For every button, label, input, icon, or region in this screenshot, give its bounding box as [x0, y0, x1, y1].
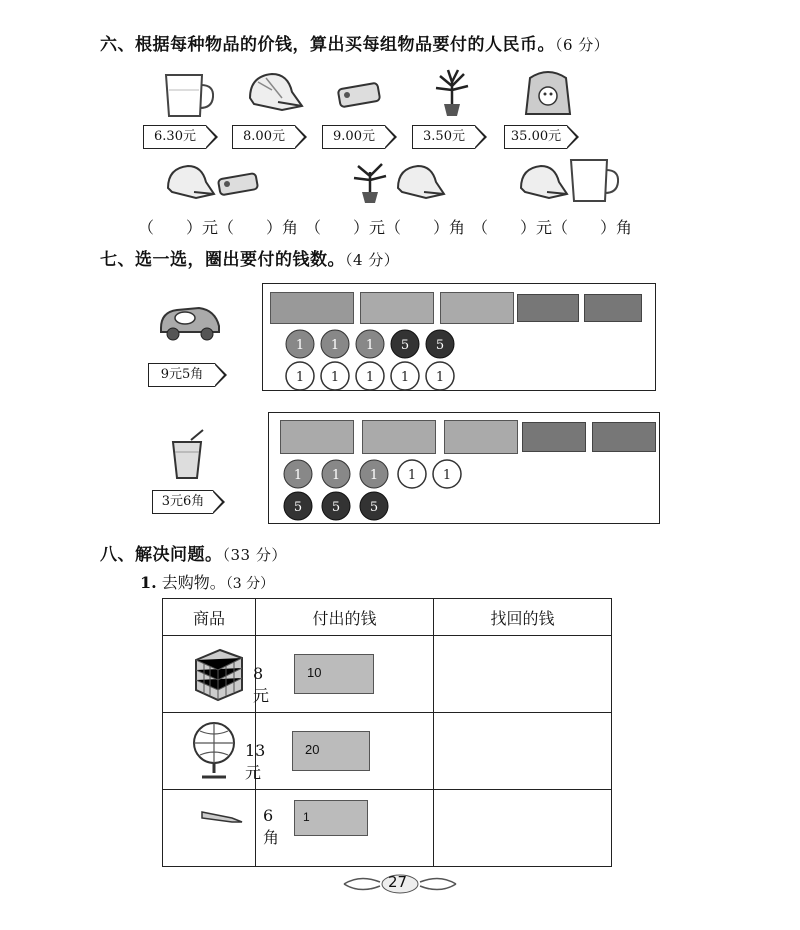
coin-1-yuan-dark[interactable] [321, 330, 349, 358]
coin-1-jiao[interactable] [321, 362, 349, 390]
cap-icon [242, 68, 307, 118]
change-answer-cell[interactable] [433, 636, 611, 713]
section7-heading: 七、选一选，圈出要付的钱数。（4 分） [100, 250, 400, 270]
page-number: 27 [388, 873, 408, 891]
banknote-20-yuan: 20 [292, 731, 370, 771]
section6-heading: 六、根据每种物品的价钱，算出买每组物品要付的人民币。（6 分） [100, 35, 610, 55]
toy-car-icon [155, 300, 225, 342]
banknote-10-yuan: 10 [294, 654, 374, 694]
price-tag-toy-car: 9元5角 [148, 363, 215, 387]
coin-1-yuan-dark[interactable] [356, 330, 384, 358]
table-row [163, 790, 612, 867]
svg-text:1: 1 [369, 468, 379, 483]
price-tag-pencil-box: 9.00元 [322, 125, 385, 149]
coin-1-jiao[interactable] [398, 460, 426, 488]
cap-icon [515, 162, 570, 204]
header-change: 找回的钱 [433, 599, 611, 636]
banknote-1-yuan[interactable] [362, 420, 436, 454]
price-tag-plant: 3.50元 [412, 125, 475, 149]
coin-1-jiao[interactable] [391, 362, 419, 390]
pencil-box-icon [215, 170, 263, 198]
price-pen: 6 角 [263, 806, 280, 847]
coin-1-jiao[interactable] [426, 362, 454, 390]
price-tag-cap: 8.00元 [232, 125, 295, 149]
page-footer [340, 870, 460, 896]
svg-text:1: 1 [407, 468, 417, 483]
answer-blank-group-1[interactable]: （ ）元（ ）角 [138, 218, 299, 237]
globe-icon [188, 717, 243, 783]
banknote-1-yuan[interactable] [280, 420, 354, 454]
backpack-icon [518, 66, 578, 121]
plant-icon [430, 68, 475, 118]
drink-cup-icon [165, 428, 210, 483]
coin-1-yuan-dark[interactable] [360, 460, 388, 488]
coin-row [282, 458, 462, 490]
svg-text:1: 1 [331, 468, 341, 483]
svg-text:1: 1 [365, 370, 375, 385]
banknote-1-yuan[interactable] [440, 292, 514, 324]
svg-text:1: 1 [330, 370, 340, 385]
svg-text:1: 1 [435, 370, 445, 385]
price-tag-drink: 3元6角 [152, 490, 213, 514]
glass-icon [160, 70, 220, 120]
shopping-table [162, 598, 612, 867]
banknote-1-yuan: 1 [294, 800, 368, 836]
coin-5-jiao[interactable] [426, 330, 454, 358]
question-1-heading: 1. 去购物。（3 分） [140, 573, 275, 592]
svg-text:5: 5 [331, 500, 341, 515]
coin-row [285, 360, 455, 392]
coin-1-yuan-dark[interactable] [284, 460, 312, 488]
svg-text:1: 1 [365, 338, 375, 353]
svg-text:1: 1 [295, 370, 305, 385]
coin-5-jiao[interactable] [391, 330, 419, 358]
coin-row [282, 490, 392, 522]
pen-icon [198, 806, 248, 826]
glass-icon [565, 155, 625, 205]
svg-text:5: 5 [435, 338, 445, 353]
price-cube: 8 元 [253, 664, 270, 705]
rubiks-cube-icon [188, 644, 248, 704]
banknote-1-yuan[interactable] [360, 292, 434, 324]
pencil-box-icon [335, 80, 385, 110]
header-item: 商品 [163, 599, 256, 636]
banknote-jiao[interactable] [584, 294, 642, 322]
change-answer-cell[interactable] [433, 713, 611, 790]
svg-text:1: 1 [330, 338, 340, 353]
banknote-jiao[interactable] [592, 422, 656, 452]
coin-1-jiao[interactable] [356, 362, 384, 390]
banknote-1-yuan[interactable] [444, 420, 518, 454]
svg-text:5: 5 [400, 338, 410, 353]
coin-5-jiao[interactable] [284, 492, 312, 520]
table-row [163, 713, 612, 790]
section8-heading: 八、解决问题。（33 分） [100, 545, 287, 565]
price-tag-backpack: 35.00元 [504, 125, 567, 149]
svg-text:5: 5 [369, 500, 379, 515]
plant-icon [350, 160, 390, 205]
banknote-jiao[interactable] [517, 294, 579, 322]
svg-text:5: 5 [293, 500, 303, 515]
coin-5-jiao[interactable] [322, 492, 350, 520]
banknote-jiao[interactable] [522, 422, 586, 452]
header-paid: 付出的钱 [256, 599, 434, 636]
coin-1-yuan-dark[interactable] [286, 330, 314, 358]
answer-blank-group-3[interactable]: （ ）元（ ）角 [472, 218, 633, 237]
cap-icon [392, 162, 447, 204]
cap-icon [162, 162, 217, 204]
answer-blank-group-2[interactable]: （ ）元（ ）角 [305, 218, 466, 237]
coin-1-jiao[interactable] [433, 460, 461, 488]
price-globe: 13 元 [245, 741, 266, 782]
banknote-5-yuan[interactable] [270, 292, 354, 324]
coin-5-jiao[interactable] [360, 492, 388, 520]
svg-text:1: 1 [295, 338, 305, 353]
coin-1-jiao[interactable] [286, 362, 314, 390]
table-row [163, 636, 612, 713]
change-answer-cell[interactable] [433, 790, 611, 867]
svg-text:1: 1 [293, 468, 303, 483]
svg-text:1: 1 [442, 468, 452, 483]
coin-1-yuan-dark[interactable] [322, 460, 350, 488]
coin-row [285, 328, 455, 360]
svg-text:1: 1 [400, 370, 410, 385]
price-tag-glass: 6.30元 [143, 125, 206, 149]
